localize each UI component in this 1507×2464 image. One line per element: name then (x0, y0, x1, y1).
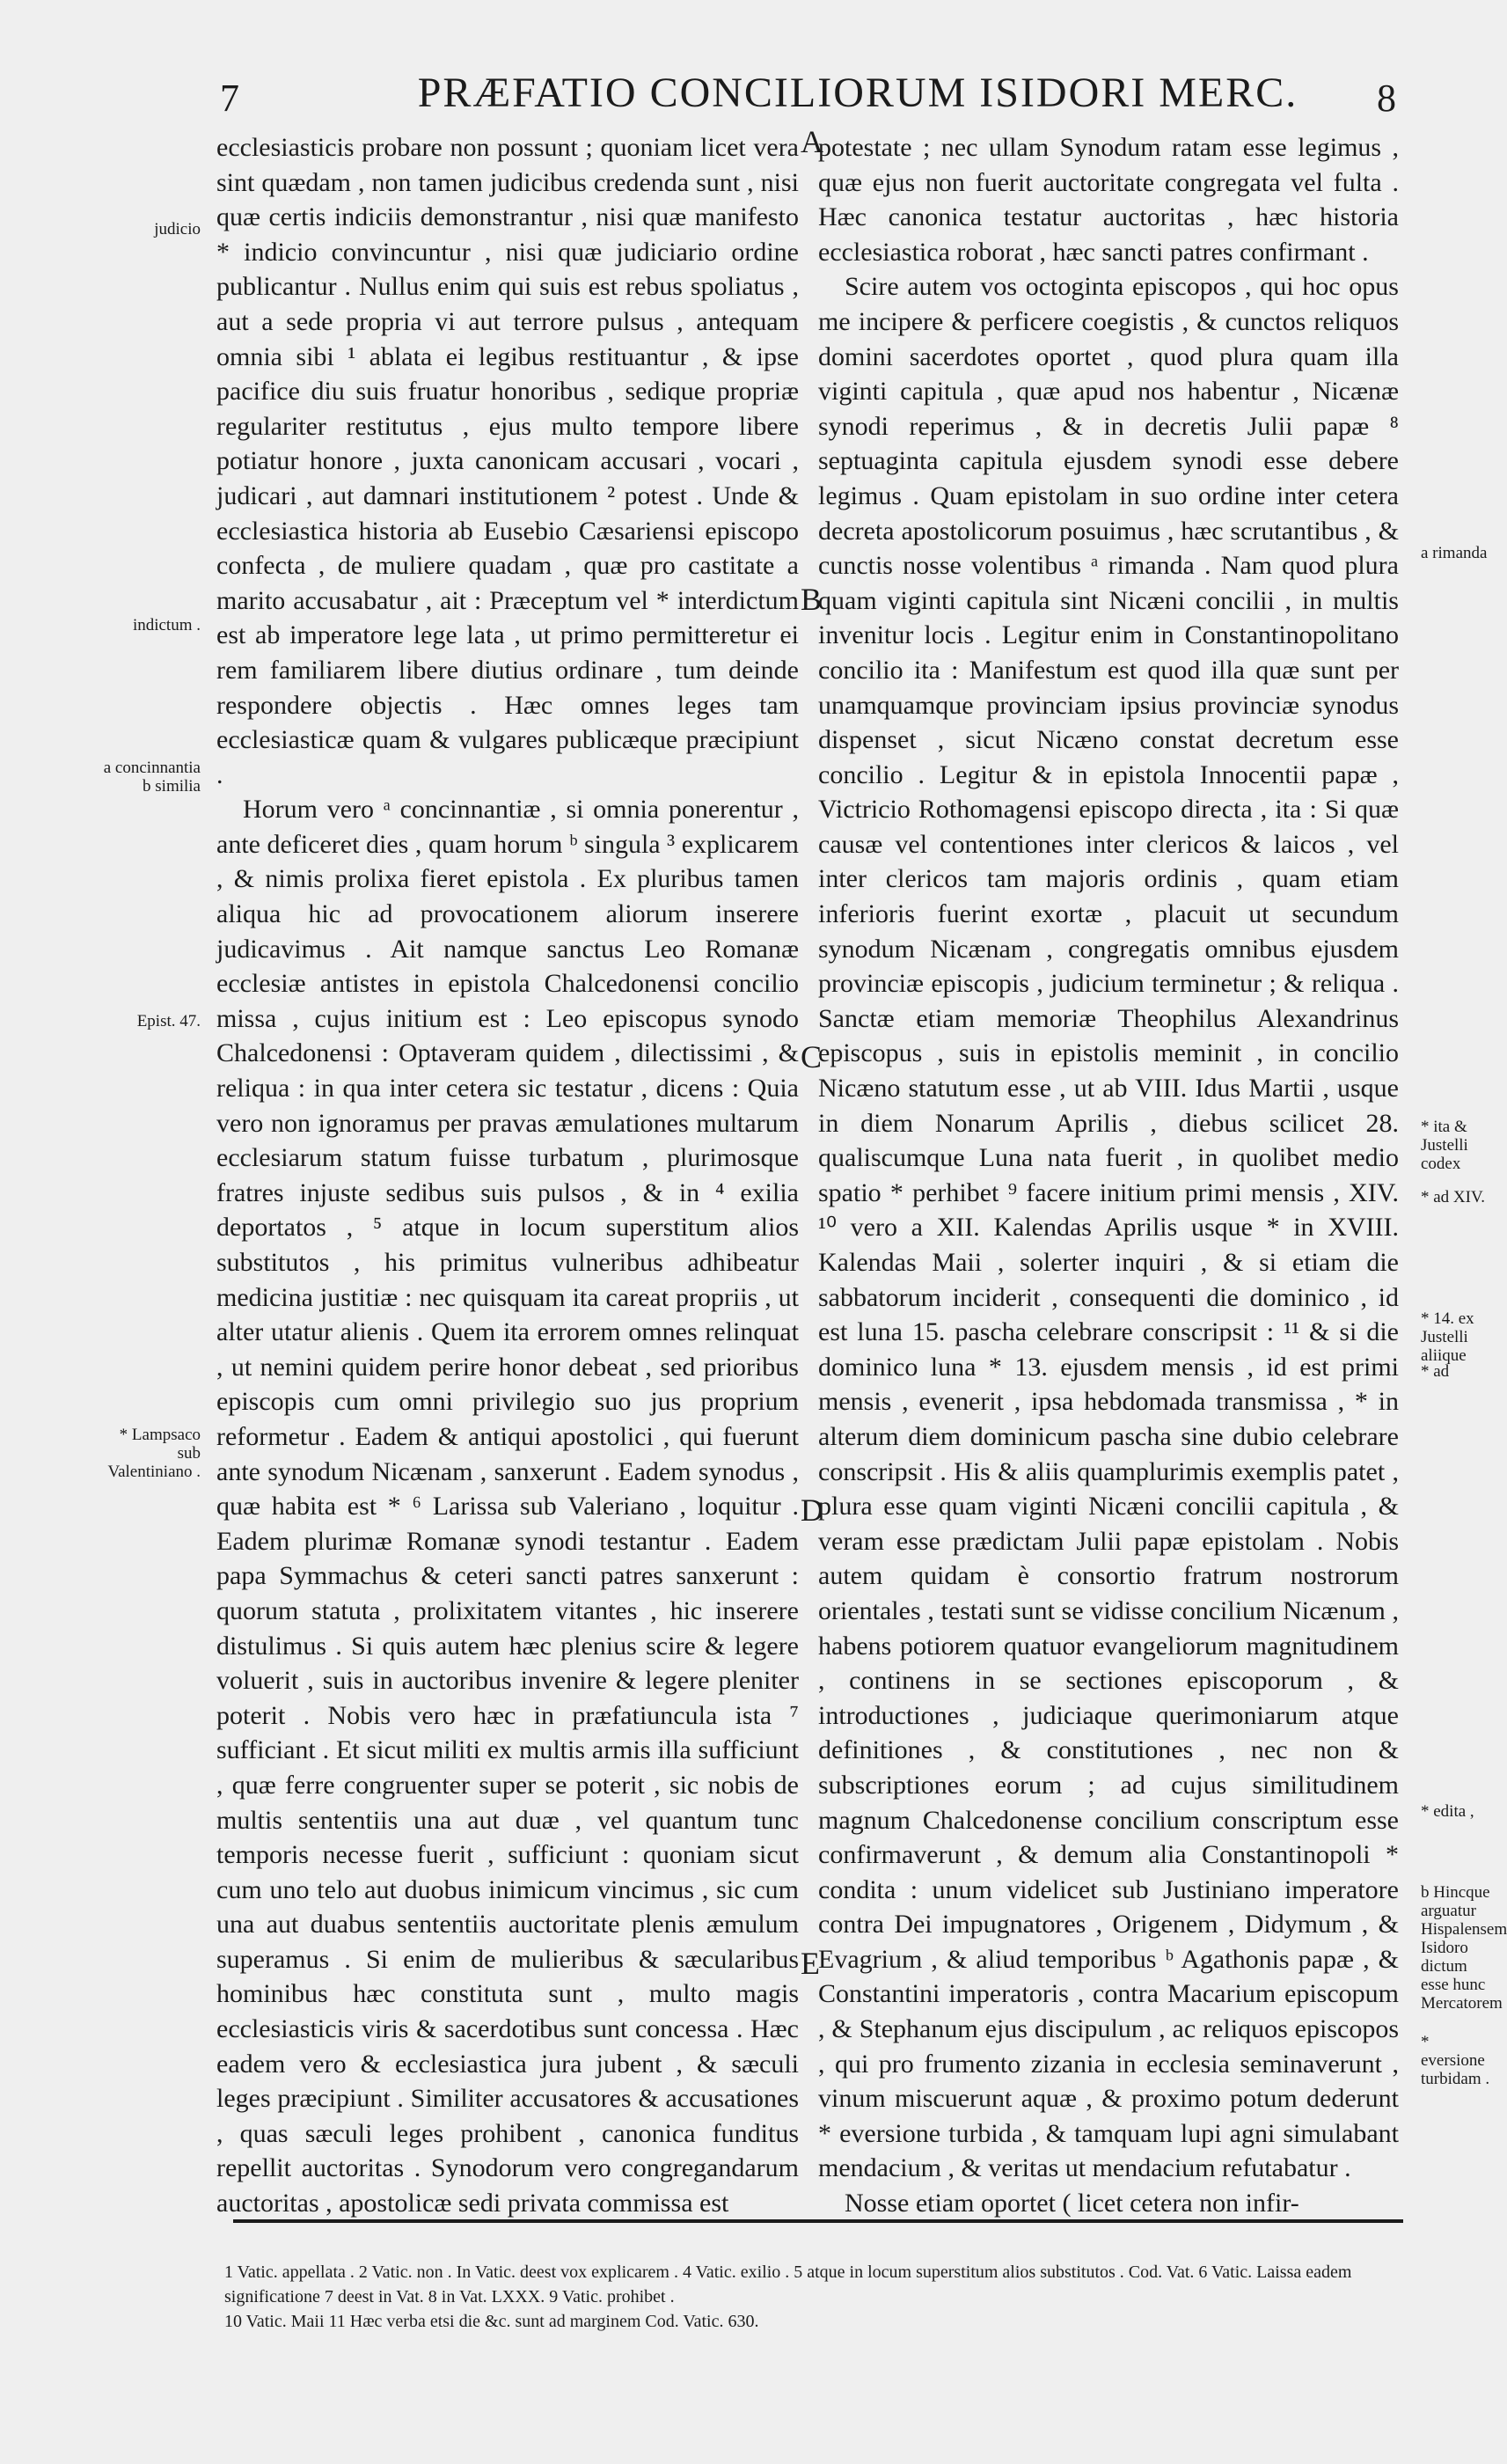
margin-note-right: * ita & Justelli codex (1421, 1118, 1468, 1173)
paragraph: potestate ; nec ullam Synodum ratam esse legimus , quæ ejus non fuerit auctoritate congregata vel fulta . Hæc canonica testatur auctoritas , hæc historia ecclesiastica roborat , hæc sancti patres confirmant . (818, 133, 1399, 267)
page-number-left: 7 (220, 77, 239, 120)
margin-note-right: * edita , (1421, 1802, 1474, 1821)
margin-note-left: judicio (154, 220, 201, 238)
margin-note-left: * Lampsaco sub Valentiniano . (107, 1426, 201, 1481)
paragraph: Horum vero ᵃ concinnantiæ , si omnia ponerentur , ante deficeret dies , quam horum ᵇ singula ³ explicarem , & nimis prolixa fieret epistola . Ex pluribus tamen aliqua hic ad provocationem aliorum inserere judicavimus . Ait namque sanctus Leo Romanæ ecclesiæ antistes in epistola Chalcedonensi concilio missa , cujus initium est : Leo episcopus synodo Chalcedonensi : Optaveram quidem , dilectissimi , & reliqua : in qua inter cetera sic testatur , dicens : Quia vero non ignoramus per pravas æmulationes multarum ecclesiarum statum fuisse turbatum , plurimosque fratres injuste sedibus suis pulsos , & in ⁴ exilia deportatos , ⁵ atque in locum superstitum alios substitutos , his primitus vulneribus adhibeatur medicina justitiæ : nec quisquam ita careat propriis , ut alter utatur alienis . Quem ita errorem omnes relinquat , ut nemini quidem perire honor debeat , sed prioribus episcopis cum omni privilegio suo jus proprium reformetur . Eadem & antiqui apostolici , qui fuerunt ante synodum Nicænam , sanxerunt . Eadem synodus , quæ habita est * ⁶ Larissa sub Valeriano , loquitur . Eadem plurimæ Romanæ synodi testantur . Eadem papa Symmachus & ceteri sancti patres sanxerunt : quorum statuta , prolixitatem vitantes , hic inserere distulimus . Si quis autem hæc plenius scire & legere voluerit , suis in auctoribus invenire & legere pleniter poterit . Nobis vero hæc in præfatiuncula ista ⁷ sufficiant . Et sicut militi ex multis armis illa sufficiunt , quæ ferre congruenter super se poterit , sic nobis de multis sententiis una aut duæ , vel quantum tunc temporis necesse fuerit , sufficiunt : quoniam sicut cum uno telo aut duobus inimicum vincimus , sic cum una aut duabus sententiis auctoritate plenis æmulum superamus . Si enim de mulieribus & sæcularibus hominibus hæc constituta sunt , multo magis ecclesiasticis viris & sacerdotibus sunt concessa . Hæc eadem vero & ecclesiastica jura jubent , & sæculi leges præcipiunt . Similiter accusatores & accusationes , quas sæculi leges prohibent , canonica funditus repellit auctoritas . Synodorum vero congregandarum auctoritas , apostolicæ sedi privata commissa est (216, 795, 799, 2218)
gutter-letter-c: C (801, 1039, 823, 1074)
page-number-right: 8 (1377, 77, 1396, 120)
footnote-rule (233, 2219, 1403, 2223)
text-column-left (216, 130, 799, 2221)
margin-note-right: a rimanda (1421, 544, 1488, 562)
footnote-line: 10 Vatic. Maii 11 Hæc verba etsi die &c. sunt ad marginem Cod. Vatic. 630. (224, 2312, 759, 2331)
paragraph: Nosse etiam oportet ( licet cetera non infir- (845, 2189, 1299, 2218)
margin-note-left: Epist. 47. (136, 1012, 201, 1030)
paragraph: ecclesiasticis probare non possunt ; quoniam licet vera sint quædam , non tamen judicibus credenda sunt , nisi quæ certis indiciis demonstrantur , nisi quæ manifesto * indicio convincuntur , nisi quæ judiciario ordine publicantur . Nullus enim qui suis est rebus spoliatus , aut a sede propria vi aut terrore pulsus , antequam omnia sibi ¹ ablata ei legibus restituantur , & ipse pacifice diu suis fruatur honoribus , sedique propriæ regulariter restitutus , ejus multo tempore libere potiatur honore , juxta canonicam accusari , vocari , judicari , aut damnari institutionem ² potest . Unde & ecclesiastica historia ab Eusebio Cæsariensi episcopo confecta , de muliere quadam , quæ pro castitate a marito accusabatur , ait : Præceptum vel * interdictum est ab imperatore lege lata , ut primo permitteretur ei rem familiarem libere diutius ordinare , tum deinde respondere objectis . Hæc omnes leges tam ecclesiasticæ quam & vulgares publicæque præcipiunt . (216, 133, 799, 789)
margin-note-right: * eversione turbidam . (1421, 2033, 1490, 2088)
text-column-right (818, 130, 1399, 2221)
margin-note-right: * ad XIV. (1421, 1188, 1486, 1206)
gutter-letter-e: E (801, 1946, 820, 1981)
running-head: PRÆFATIO CONCILIORUM ISIDORI MERC. (417, 70, 1299, 116)
footnotes (224, 2260, 1403, 2334)
paragraph: Scire autem vos octoginta episcopos , qui hoc opus me incipere & perficere coegistis , & cunctos reliquos domini sacerdotes oportet , quod plura quam illa viginti capitula , quæ apud nos habentur , Nicænæ synodi reperimus , & in decretis Julii papæ ⁸ septuaginta capitula ejusdem synodi esse debere legimus . Quam epistolam in suo ordine inter cetera decreta apostolicorum posuimus , hæc scrutantibus , & cunctis nosse volentibus ᵃ rimanda . Nam quod plura quam viginti capitula sint Nicæni concilii , in multis invenitur locis . Legitur enim in Constantinopolitano concilio ita : Manifestum est quod illa quæ sunt per unamquamque provinciam ipsius provinciæ synodus dispenset , sicut Nicæno constat decretum esse concilio . Legitur & in epistola Innocentii papæ , Victricio Rothomagensi episcopo directa , ita : Si quæ causæ vel contentiones inter clericos & laicos , vel inter clericos tam majoris ordinis , quam etiam inferioris fuerint exortæ , placuit ut secundum synodum Nicænam , congregatis omnibus ejusdem provinciæ episcopis , judicium terminetur ; & reliqua . Sanctæ etiam memoriæ Theophilus Alexandrinus episcopus , suis in epistolis meminit , in concilio Nicæno statutum esse , ut ab VIII. Idus Martii , usque in diem Nonarum Aprilis , diebus scilicet 28. qualiscumque Luna nata fuerit , in quolibet medio spatio * perhibet ⁹ facere initium primi mensis , XIV. ¹⁰ vero a XII. Kalendas Aprilis usque * in XVIII. Kalendas Maii , solerter inquiri , & si etiam die sabbatorum inciderit , consequenti die dominico , id est luna 15. pascha celebrare conscripsit : ¹¹ & si die dominico luna * 13. ejusdem mensis , id est primi mensis , evenerit , ipsa hebdomada transmissa , * in alterum diem dominicum pascha sine dubio celebrare conscripsit . His & aliis quamplurimis exemplis patet , plura esse quam viginti Nicæni concilii capitula , & veram esse prædictam Julii papæ epistolam . Nobis autem quidam è consortio fratrum nostrorum orientales , testati sunt se vidisse concilium Nicænum , habens potiorem quatuor evangeliorum magnitudinem , continens in se sectiones episcoporum , & introductiones , judiciaque querimoniarum atque definitiones , & constitutiones , nec non & subscriptiones eorum ; ad cujus similitudinem magnum Chalcedonense concilium conscriptum esse confirmaverunt , & demum alia Constantinopoli * condita : unum videlicet sub Justiniano imperatore contra Dei impugnatores , Origenem , Didymum , & Evagrium , & aliud temporibus ᵇ Agathonis papæ , & Constantini imperatoris , contra Macarium episcopum , & Stephanum ejus discipulum , ac reliquos episcopos , qui pro frumento zizania in ecclesia seminaverunt , vinum miscuerunt aquæ , & proximo potum dederunt * eversione turbida , & tamquam lupi agni simulabant mendacium , & veritas ut mendacium refutabatur . (818, 272, 1399, 2183)
gutter-letter-b: B (801, 582, 823, 617)
margin-note-left: a concinnantia b similia (103, 759, 201, 796)
footnote-line: 1 Vatic. appellata . 2 Vatic. non . In Vatic. deest vox explicarem . 4 Vatic. exilio . 5 atque in locum superstitum alios substitutos . Cod. Vat. 6 Vatic. Laissa eadem significatione 7 deest in Vat. 8 in Vat. LXXX. 9 Vatic. prohibet . (224, 2262, 1352, 2306)
gutter-letter-d: D (801, 1492, 823, 1528)
gutter-letter-a: A (801, 124, 823, 159)
margin-note-left: indictum . (132, 616, 201, 634)
margin-note-right: * ad (1421, 1362, 1450, 1381)
margin-note-right: b Hincque arguatur Hispalensem Isidoro dictum esse hunc Mercatorem (1421, 1883, 1507, 2013)
margin-note-right: * 14. ex Justelli aliique (1421, 1309, 1474, 1365)
